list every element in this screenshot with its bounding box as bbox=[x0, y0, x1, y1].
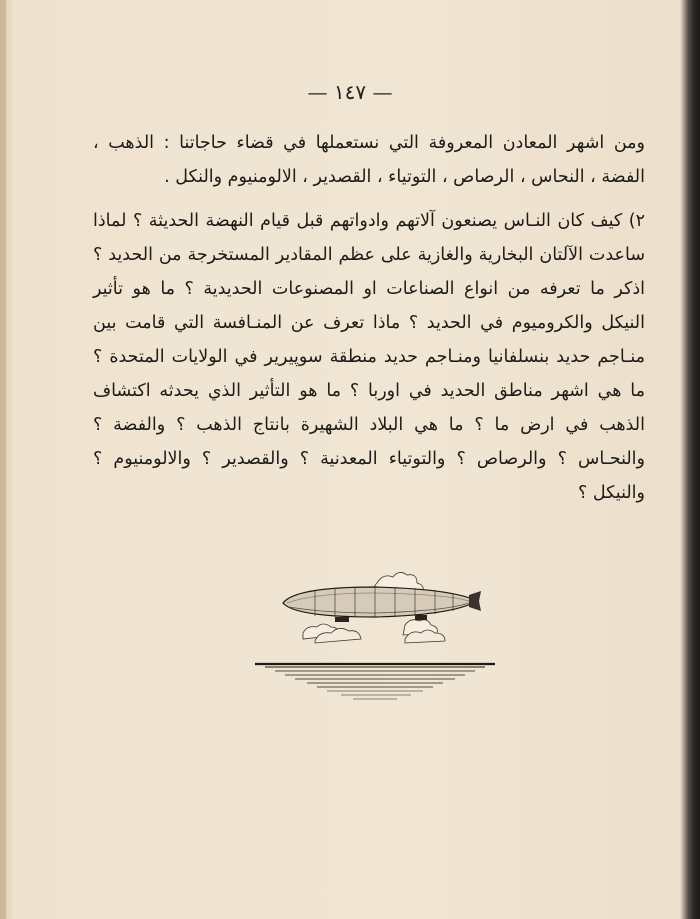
page-body-text bbox=[93, 126, 645, 510]
paragraph-questions: ٢) كيف كان النـاس يصنعون آلاتهم وادواتهم قبل قيام النهضة الحديثة ؟ لماذا ساعدت الآلتان البخارية والغازية على عظم المقادير المستخرجة من الحديد ؟ اذكر ما تعرفه من انواع الصناعات او المصنوعات الحديدية ؟ ما هو تأثير النيكل والكروميوم في الحديد ؟ ماذا تعرف عن المنـافسة التي قامت بين منـاجم حديد بنسلفانيا ومنـاجم حديد منطقة سوپيرير في الولايات المتحدة ؟ ما هي اشهر مناطق الحديد في اوربا ؟ ما هو التأثير الذي يحدثه اكتشاف الذهب في ارض ما ؟ ما هي البلاد الشهيرة بانتاج الذهب ؟ والفضة ؟ والنحـاس ؟ والرصاص ؟ والتوتياء المعدنية ؟ والقصدير ؟ والالومنيوم ؟ والنيكل ؟ bbox=[93, 211, 645, 503]
page-left-edge bbox=[0, 0, 6, 919]
book-binding-edge bbox=[688, 0, 700, 919]
zeppelin-airship-icon bbox=[255, 563, 495, 713]
paragraph-metals-list: ومن اشهر المعادن المعروفة التي نستعملها في قضاء حاجاتنا : الذهب ، الفضة ، النحاس ، الرصاص ، التوتياء ، القصدير ، الالومنيوم والنكل . bbox=[93, 133, 645, 187]
page-number: — ١٤٧ — bbox=[307, 80, 393, 104]
airship-hull bbox=[283, 587, 481, 622]
cloud-icon bbox=[315, 628, 445, 643]
horizon-ground bbox=[255, 664, 495, 699]
